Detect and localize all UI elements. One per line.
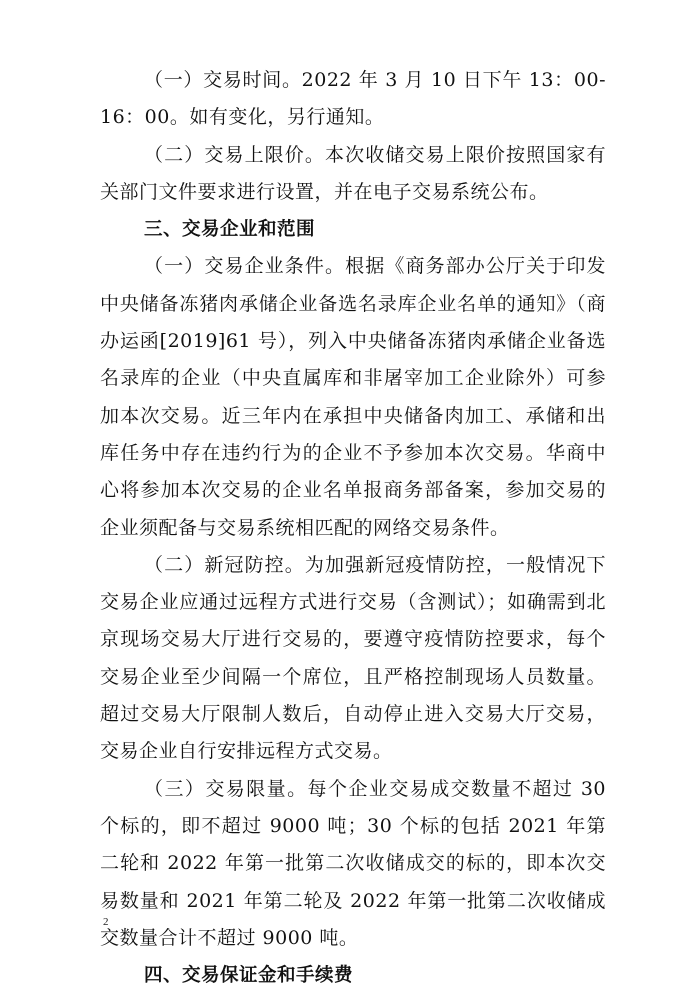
paragraph-price-cap: （二）交易上限价。本次收储交易上限价按照国家有关部门文件要求进行设置，并在电子交易系统公布。 [100, 143, 606, 203]
page-number: 2 [103, 916, 109, 928]
document-body [100, 62, 606, 994]
paragraph-trading-limit: （三）交易限量。每个企业交易成交数量不超过 30 个标的，即不超过 9000 吨；30 个标的包括 2021 年第二轮和 2022 年第一批第二次收储成交的标的，即本次交易数量和 2021 年第二轮及 2022 年第一批第二次收储成交数量合计不超过 9000 吨。 [100, 777, 606, 949]
paragraph-enterprise-conditions: （一）交易企业条件。根据《商务部办公厅关于印发中央储备冻猪肉承储企业备选名录库企业名单的通知》（商办运函[2019]61 号），列入中央储备冻猪肉承储企业备选名录库的企业（中央直属库和非屠宰加工企业除外）可参加本次交易。近三年内在承担中央储备肉加工、承储和出库任务中存在违约行为的企业不予参加本次交易。华商中心将参加本次交易的企业名单报商务部备案，参加交易的企业须配备与交易系统相匹配的网络交易条件。 [100, 255, 606, 539]
section-heading-4: 四、交易保证金和手续费 [144, 965, 354, 987]
paragraph-covid-control: （二）新冠防控。为加强新冠疫情防控，一般情况下交易企业应通过远程方式进行交易（含测试）；如确需到北京现场交易大厅进行交易的，要遵守疫情防控要求，每个交易企业至少间隔一个席位，且严格控制现场人员数量。超过交易大厅限制人数后，自动停止进入交易大厅交易，交易企业自行安排远程方式交易。 [100, 553, 606, 763]
paragraph-trading-time: （一）交易时间。2022 年 3 月 10 日下午 13：00-16：00。如有变化，另行通知。 [100, 69, 606, 129]
section-heading-3: 三、交易企业和范围 [144, 219, 316, 241]
